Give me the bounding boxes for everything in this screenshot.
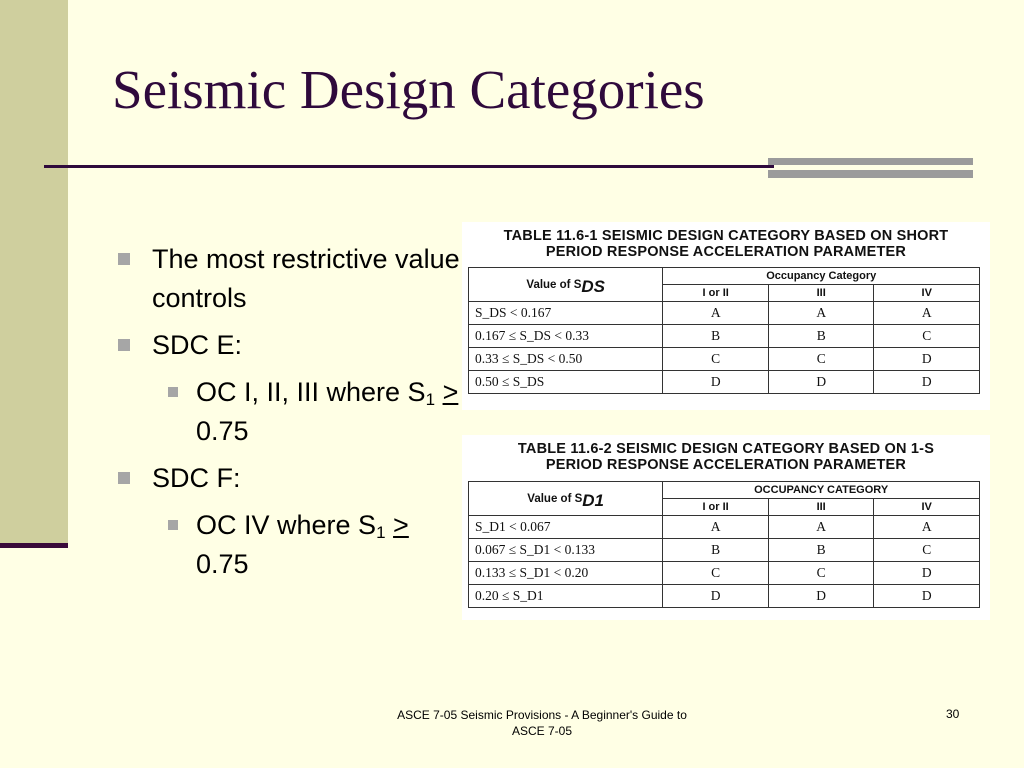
cell: A <box>768 302 874 325</box>
title-rule-accent-bottom <box>768 170 973 178</box>
row-label: 0.33 ≤ S_DS < 0.50 <box>469 348 663 371</box>
cell: B <box>663 325 769 348</box>
cell: D <box>768 371 874 394</box>
cell: B <box>663 539 769 562</box>
cell: A <box>663 302 769 325</box>
title-rule-accent-top <box>768 158 973 165</box>
cell: C <box>768 562 874 585</box>
group-header: OCCUPANCY CATEGORY <box>663 482 980 499</box>
value-header: Value of $S_{D1}$ <box>469 482 663 516</box>
cell: C <box>874 325 980 348</box>
row-label: 0.20 ≤ S_D1 <box>469 585 663 608</box>
group-header: Occupancy Category <box>663 268 980 285</box>
left-accent-bar <box>0 0 68 547</box>
left-accent-underline <box>0 543 68 548</box>
cell: A <box>768 516 874 539</box>
cell: D <box>663 371 769 394</box>
row-label: 0.167 ≤ S_DS < 0.33 <box>469 325 663 348</box>
col-header: I or II <box>663 499 769 516</box>
page-number: 30 <box>946 707 960 721</box>
table-grid <box>468 481 980 608</box>
bullet-list <box>118 240 463 592</box>
table-row <box>469 539 980 562</box>
table-title: TABLE 11.6-1 SEISMIC DESIGN CATEGORY BASED ON SHORT PERIOD RESPONSE ACCELERATION PARAMETER <box>503 228 949 260</box>
slide-title: Seismic Design Categories <box>112 59 705 120</box>
table-row <box>469 585 980 608</box>
bullet-item: SDC F: <box>118 459 463 498</box>
cell: C <box>663 348 769 371</box>
sub-bullet-item: OC I, II, III where $S_1 > 0.75$ <box>168 373 463 451</box>
table-row <box>469 516 980 539</box>
col-header: IV <box>874 499 980 516</box>
row-label: 0.067 ≤ S_D1 < 0.133 <box>469 539 663 562</box>
table-grid <box>468 267 980 394</box>
cell: A <box>874 302 980 325</box>
table-row <box>469 348 980 371</box>
col-header: IV <box>874 285 980 302</box>
cell: D <box>874 585 980 608</box>
bullet-item: SDC E: <box>118 326 463 365</box>
cell: C <box>874 539 980 562</box>
cell: A <box>874 516 980 539</box>
cell: A <box>663 516 769 539</box>
table-row <box>469 371 980 394</box>
table-row <box>469 562 980 585</box>
bullet-item: The most restrictive value controls <box>118 240 463 318</box>
cell: D <box>663 585 769 608</box>
table-row <box>469 302 980 325</box>
cell: D <box>874 562 980 585</box>
slide-footer: ASCE 7-05 Seismic Provisions - A Beginner's Guide to ASCE 7-05 <box>397 708 687 738</box>
table-title: TABLE 11.6-2 SEISMIC DESIGN CATEGORY BASED ON 1-S PERIOD RESPONSE ACCELERATION PARAMETER <box>517 441 935 473</box>
cell: B <box>768 539 874 562</box>
table-row <box>469 325 980 348</box>
title-rule <box>44 165 774 168</box>
col-header: I or II <box>663 285 769 302</box>
row-label: S_D1 < 0.067 <box>469 516 663 539</box>
col-header: III <box>768 285 874 302</box>
col-header: III <box>768 499 874 516</box>
sdc-table-1s-period <box>462 435 990 620</box>
cell: D <box>874 348 980 371</box>
cell: B <box>768 325 874 348</box>
cell: C <box>768 348 874 371</box>
cell: C <box>663 562 769 585</box>
value-header: Value of $S_{DS}$ <box>469 268 663 302</box>
row-label: 0.133 ≤ S_D1 < 0.20 <box>469 562 663 585</box>
cell: D <box>874 371 980 394</box>
sdc-table-short-period <box>462 222 990 410</box>
sub-bullet-item: OC IV where $S_1 > 0.75$ <box>168 506 463 584</box>
row-label: 0.50 ≤ S_DS <box>469 371 663 394</box>
cell: D <box>768 585 874 608</box>
row-label: S_DS < 0.167 <box>469 302 663 325</box>
